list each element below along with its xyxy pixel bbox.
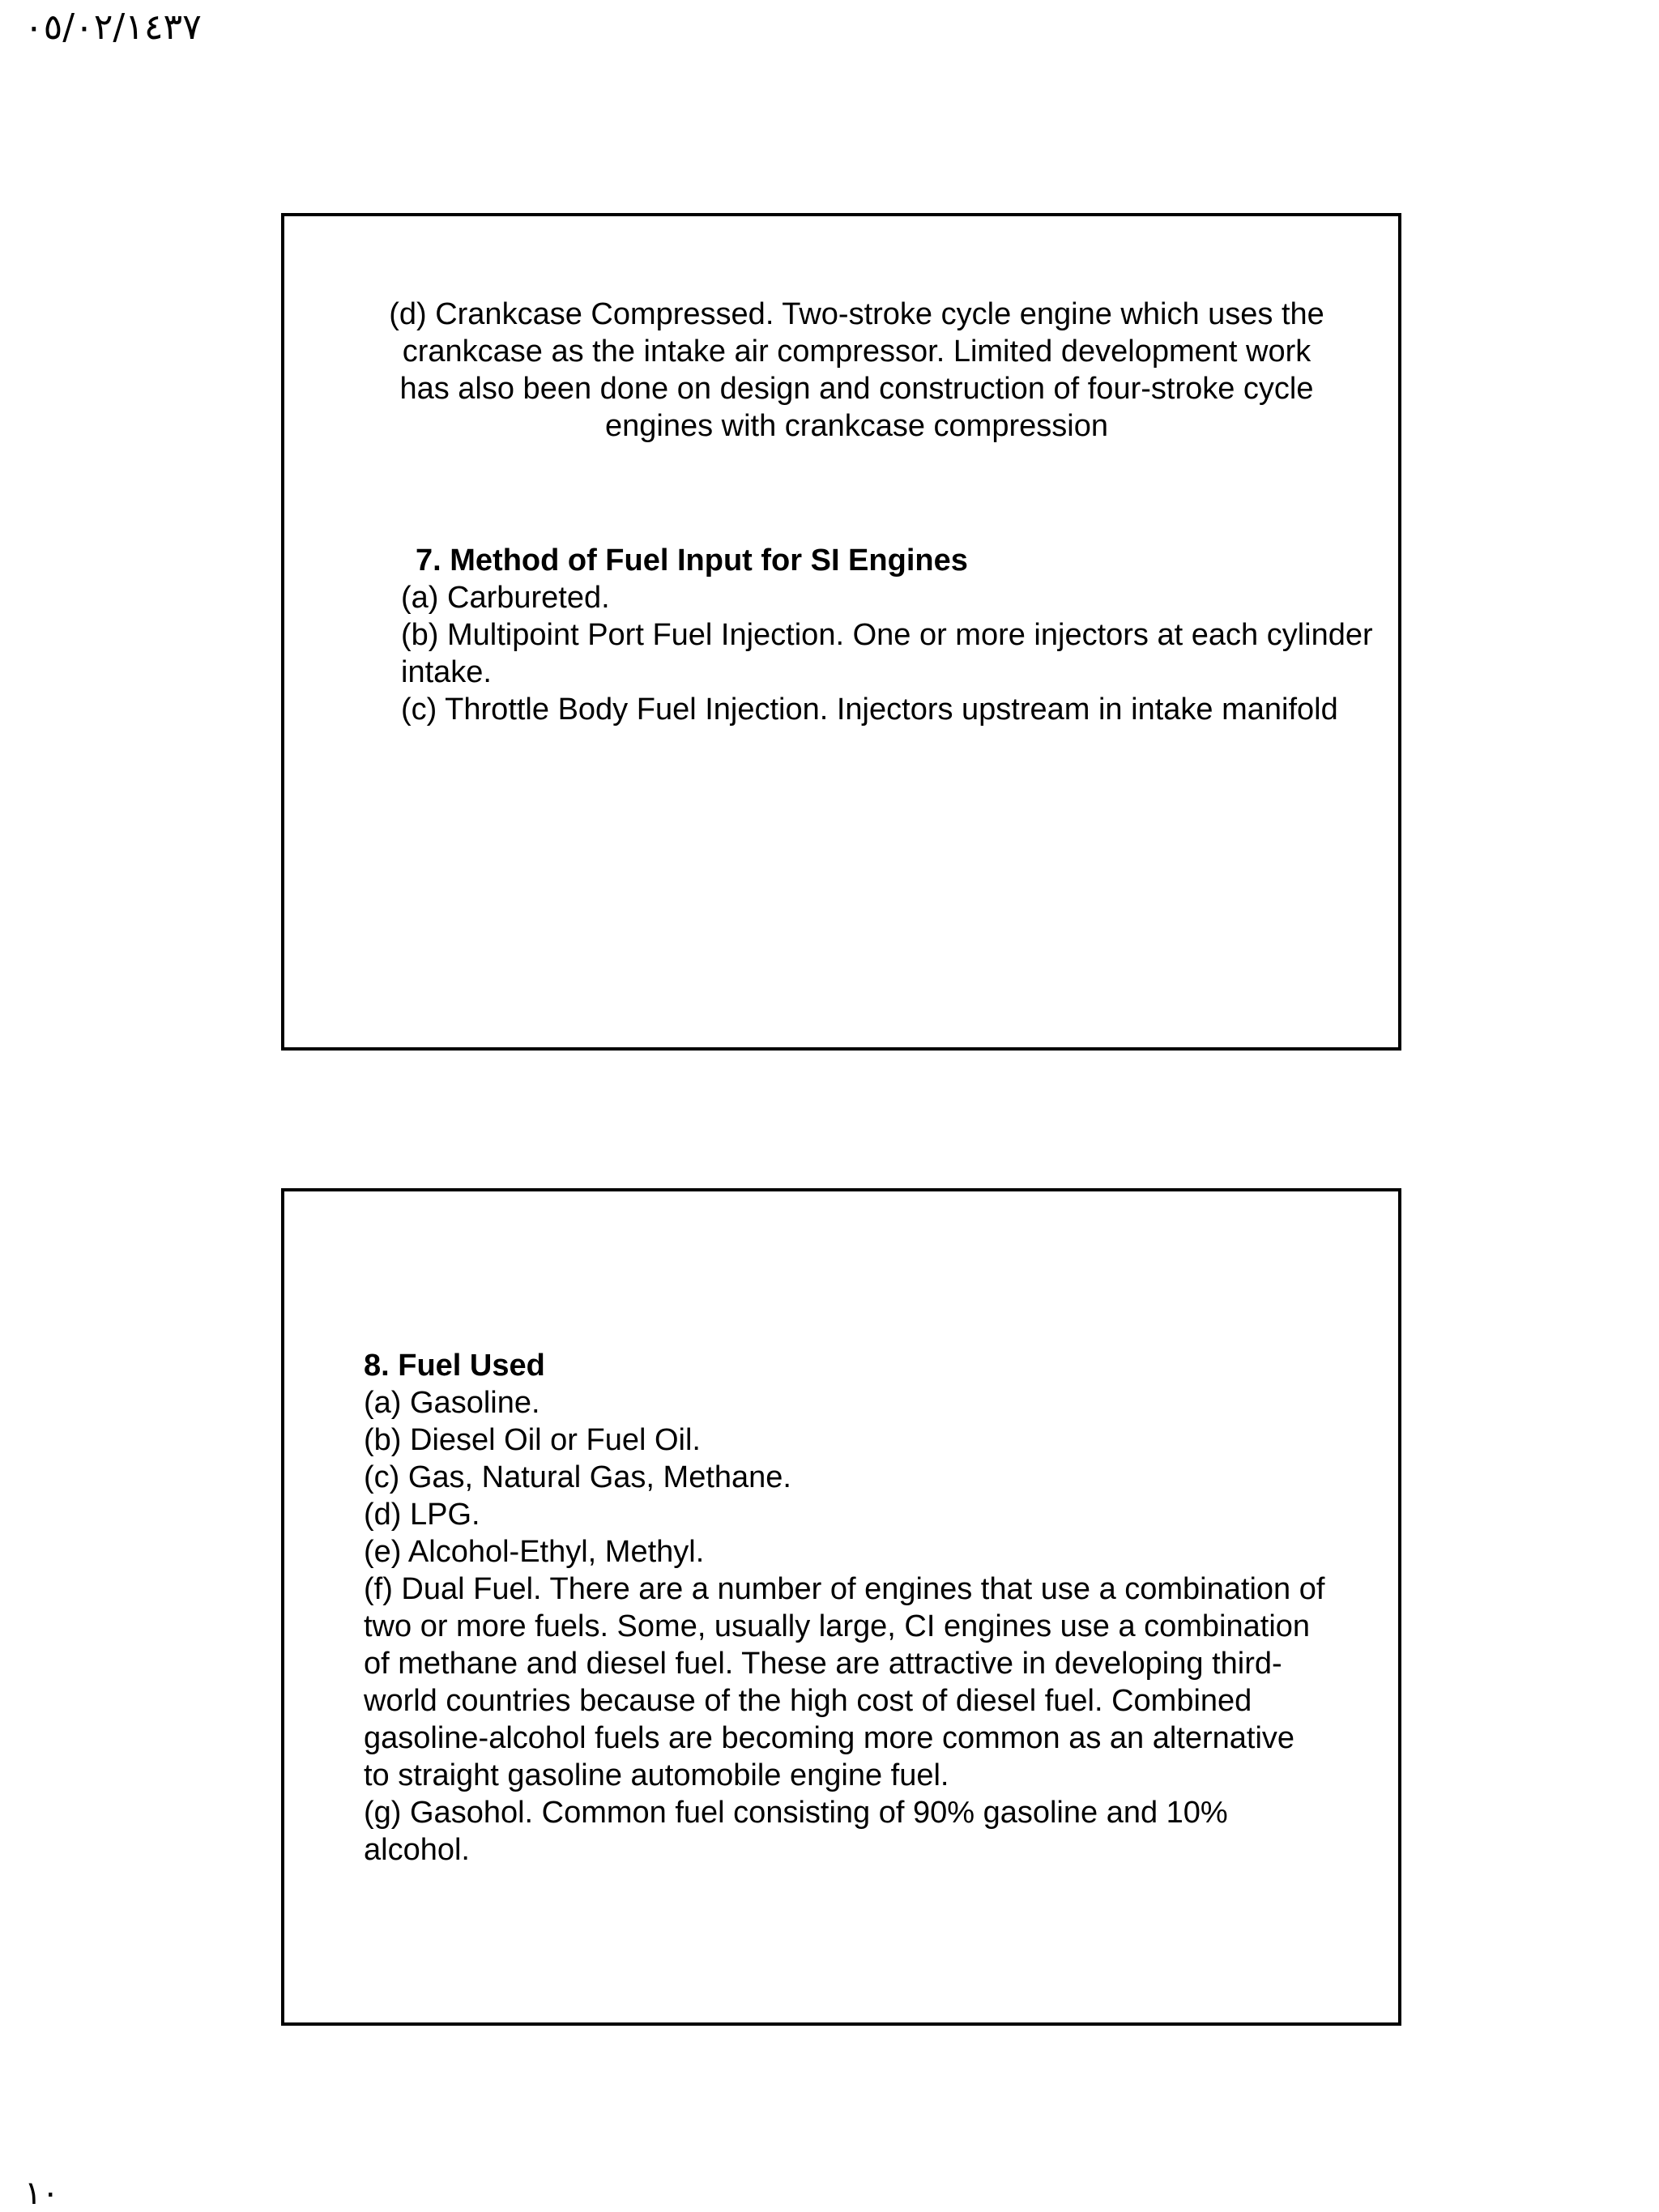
section-heading-fuel-input: 7. Method of Fuel Input for SI Engines (416, 543, 968, 578)
list-item: (d) LPG. (364, 1498, 480, 1532)
paragraph-line: (d) Crankcase Compressed. Two-stroke cycle engine which uses the (389, 297, 1324, 331)
list-item: two or more fuels. Some, usually large, CI engines use a combination (364, 1609, 1311, 1643)
list-item: world countries because of the high cost of diesel fuel. Combined (364, 1684, 1252, 1718)
page-number: ١٠ (24, 2175, 59, 2212)
list-item: of methane and diesel fuel. These are attractive in developing third- (364, 1647, 1282, 1681)
list-item: intake. (401, 655, 492, 689)
paragraph-line: has also been done on design and construction of four-stroke cycle (399, 372, 1314, 406)
list-item: (a) Carbureted. (401, 581, 610, 615)
list-item: to straight gasoline automobile engine fuel. (364, 1758, 949, 1792)
fuel-input-list (401, 579, 1373, 728)
list-item: (g) Gasohol. Common fuel consisting of 90% gasoline and 10% (364, 1796, 1228, 1830)
list-item: (c) Throttle Body Fuel Injection. Injectors upstream in intake manifold (401, 693, 1338, 727)
list-item: (f) Dual Fuel. There are a number of engines that use a combination of (364, 1572, 1325, 1606)
paragraph-line: crankcase as the intake air compressor. Limited development work (402, 335, 1311, 369)
list-item: (b) Diesel Oil or Fuel Oil. (364, 1423, 701, 1457)
list-item: gasoline-alcohol fuels are becoming more common as an alternative (364, 1721, 1295, 1755)
paragraph-line: engines with crankcase compression (605, 409, 1108, 443)
list-item: (a) Gasoline. (364, 1386, 540, 1420)
fuel-used-section (364, 1347, 1324, 1869)
crankcase-compressed-paragraph (284, 296, 1405, 445)
list-item: (b) Multipoint Port Fuel Injection. One or more injectors at each cylinder (401, 618, 1373, 652)
slide-1 (281, 213, 1401, 1051)
list-item: (c) Gas, Natural Gas, Methane. (364, 1460, 791, 1494)
section-heading-fuel-used: 8. Fuel Used (364, 1349, 545, 1383)
list-item: alcohol. (364, 1833, 470, 1867)
list-item: (e) Alcohol-Ethyl, Methyl. (364, 1535, 705, 1569)
slide-2 (281, 1188, 1401, 2026)
header-date: ٠٥/٠٢/١٤٣٧ (24, 6, 202, 48)
